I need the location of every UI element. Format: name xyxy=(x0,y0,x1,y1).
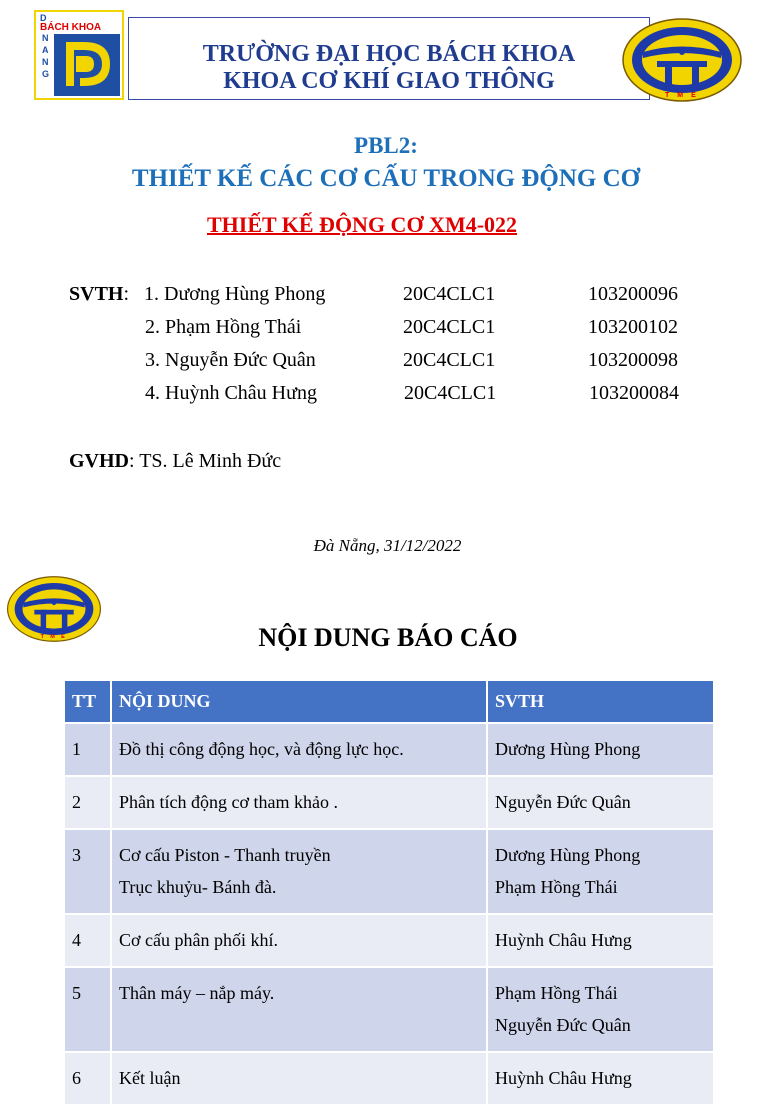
student-class: 20C4CLC1 xyxy=(403,283,496,305)
row-number: 1 xyxy=(65,723,111,776)
column-header-content: NỘI DUNG xyxy=(111,681,487,723)
bach-khoa-logo-icon xyxy=(36,12,122,98)
row-number: 4 xyxy=(65,914,111,967)
student-name: 2. Phạm Hồng Thái xyxy=(145,316,302,338)
university-logo xyxy=(34,10,124,100)
student-id: 103200096 xyxy=(588,283,678,305)
student-id: 103200098 xyxy=(588,349,678,371)
row-content: Cơ cấu phân phối khí. xyxy=(111,914,487,967)
svg-text:N: N xyxy=(42,57,49,67)
student-id: 103200084 xyxy=(589,382,679,404)
table-row xyxy=(65,1052,713,1104)
table-row xyxy=(65,967,713,1052)
table-row xyxy=(65,829,713,914)
course-title: THIẾT KẾ CÁC CƠ CẤU TRONG ĐỘNG CƠ xyxy=(131,165,641,192)
table-header-row xyxy=(65,681,713,723)
table-row xyxy=(65,776,713,829)
advisor-name: TS. Lê Minh Đức xyxy=(139,450,282,472)
student-name: 4. Huỳnh Châu Hưng xyxy=(145,382,317,404)
row-students: Dương Hùng Phong xyxy=(487,723,713,776)
student-id: 103200102 xyxy=(588,316,678,338)
column-header-svth: SVTH xyxy=(487,681,713,723)
row-number: 6 xyxy=(65,1052,111,1104)
pbl-label: PBL2: xyxy=(354,133,418,158)
row-number: 3 xyxy=(65,829,111,914)
faculty-emblem-icon xyxy=(621,17,743,103)
faculty-name: KHOA CƠ KHÍ GIAO THÔNG xyxy=(223,68,555,94)
column-header-tt: TT xyxy=(65,681,111,723)
svg-text:A: A xyxy=(42,45,49,55)
table-row xyxy=(65,914,713,967)
students-label: SVTH: xyxy=(69,283,130,305)
row-content: Kết luận xyxy=(111,1052,487,1104)
date-place: Đà Nẵng, 31/12/2022 xyxy=(313,536,462,555)
row-content: Phân tích động cơ tham khảo . xyxy=(111,776,487,829)
project-title xyxy=(0,211,724,239)
svg-text:G: G xyxy=(42,69,50,79)
row-students: Nguyễn Đức Quân xyxy=(487,776,713,829)
row-number: 2 xyxy=(65,776,111,829)
student-class: 20C4CLC1 xyxy=(403,349,496,371)
student-class: 20C4CLC1 xyxy=(403,316,496,338)
row-content: Thân máy – nắp máy. xyxy=(111,967,487,1052)
row-content: Đồ thị công động học, và động lực học. xyxy=(111,723,487,776)
row-students: Huỳnh Châu Hưng xyxy=(487,1052,713,1104)
logo-brand: BÁCH KHOA xyxy=(40,22,102,33)
row-number: 5 xyxy=(65,967,111,1052)
logo-letter: D xyxy=(40,13,47,23)
school-name: TRƯỜNG ĐẠI HỌC BÁCH KHOA xyxy=(202,41,576,67)
row-students: Dương Hùng Phong Phạm Hồng Thái xyxy=(487,829,713,914)
svg-text:N: N xyxy=(42,33,49,43)
student-name: 3. Nguyễn Đức Quân xyxy=(145,349,316,371)
table-row xyxy=(65,723,713,776)
row-students: Huỳnh Châu Hưng xyxy=(487,914,713,967)
project-title-text: THIẾT KẾ ĐỘNG CƠ XM4-022 xyxy=(206,212,518,237)
student-class: 20C4CLC1 xyxy=(404,382,497,404)
student-name: 1. Dương Hùng Phong xyxy=(144,283,326,305)
advisor-line: GVHD: TS. Lê Minh Đức xyxy=(69,450,282,472)
emblem-text: TME xyxy=(665,92,704,99)
report-content-table xyxy=(65,681,713,1104)
row-content: Cơ cấu Piston - Thanh truyền Trục khuỷu- Bánh đà. xyxy=(111,829,487,914)
row-students: Phạm Hồng Thái Nguyễn Đức Quân xyxy=(487,967,713,1052)
emblem-text: TME xyxy=(40,634,72,641)
advisor-label: GVHD xyxy=(69,450,129,472)
section-title: NỘI DUNG BÁO CÁO xyxy=(258,623,518,652)
